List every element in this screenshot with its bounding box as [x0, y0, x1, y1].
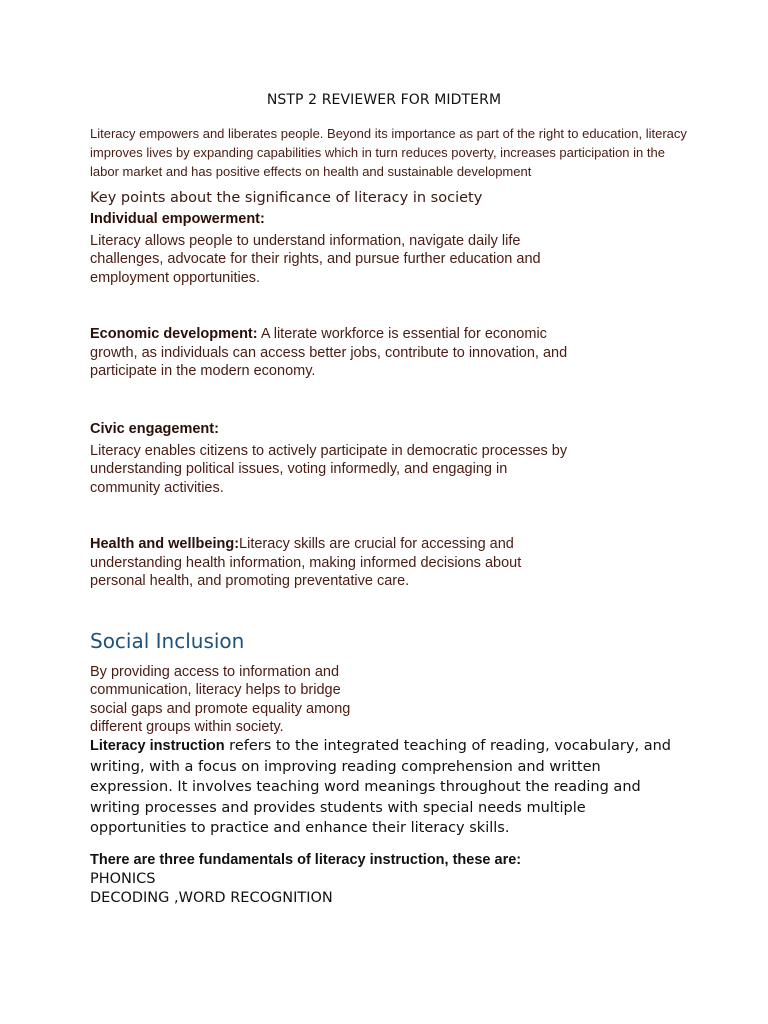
section-label: Economic development:	[90, 326, 258, 342]
section-economic-development	[90, 325, 570, 381]
list-item: DECODING ,WORD RECOGNITION	[90, 890, 333, 906]
section-text: Literacy skills are crucial for accessing and understanding health information, making informed decisions about personal health, and promoting preventative care.	[90, 536, 522, 589]
literacy-instruction-paragraph	[90, 736, 680, 839]
section-civic-engagement	[90, 420, 580, 497]
section-text: A literate workforce is essential for economic growth, as individuals can access better jobs, contribute to innovation, and participate in the modern economy.	[90, 326, 568, 379]
fundamentals-list	[90, 870, 333, 908]
section-health-wellbeing	[90, 535, 550, 591]
intro-paragraph: Literacy empowers and liberates people. Beyond its importance as part of the right to education, literacy improves lives by expanding capabilities which in turn reduces poverty, increases participation in the labor market and has positive effects on health and sustainable development	[90, 126, 687, 179]
social-inclusion-heading: Social Inclusion	[90, 629, 245, 653]
literacy-instruction-text: refers to the integrated teaching of reading, vocabulary, and writing, with a focus on improving reading comprehension and written expression. It involves teaching word meanings throughout the reading and writing processes and provides students with special needs multiple opportunities to practice and enhance their literacy skills.	[90, 738, 671, 837]
section-individual-empowerment	[90, 210, 580, 287]
section-label: Health and wellbeing:	[90, 536, 240, 552]
fundamentals-heading: There are three fundamentals of literacy instruction, these are:	[90, 852, 522, 868]
document-title: NSTP 2 REVIEWER FOR MIDTERM	[266, 92, 502, 108]
section-label: Civic engagement:	[90, 421, 219, 437]
key-points-heading: Key points about the significance of literacy in society	[90, 190, 483, 206]
literacy-instruction-label: Literacy instruction	[90, 738, 225, 754]
section-text: Literacy enables citizens to actively participate in democratic processes by understanding political issues, voting informedly, and engaging in community activities.	[90, 442, 568, 496]
social-inclusion-paragraph: By providing access to information and communication, literacy helps to bridge social gaps and promote equality among different groups within society.	[90, 664, 351, 735]
list-item: PHONICS	[90, 871, 156, 887]
section-text: Literacy allows people to understand information, navigate daily life challenges, advocate for their rights, and pursue further education and employment opportunities.	[90, 232, 541, 286]
section-label: Individual empowerment:	[90, 211, 265, 227]
